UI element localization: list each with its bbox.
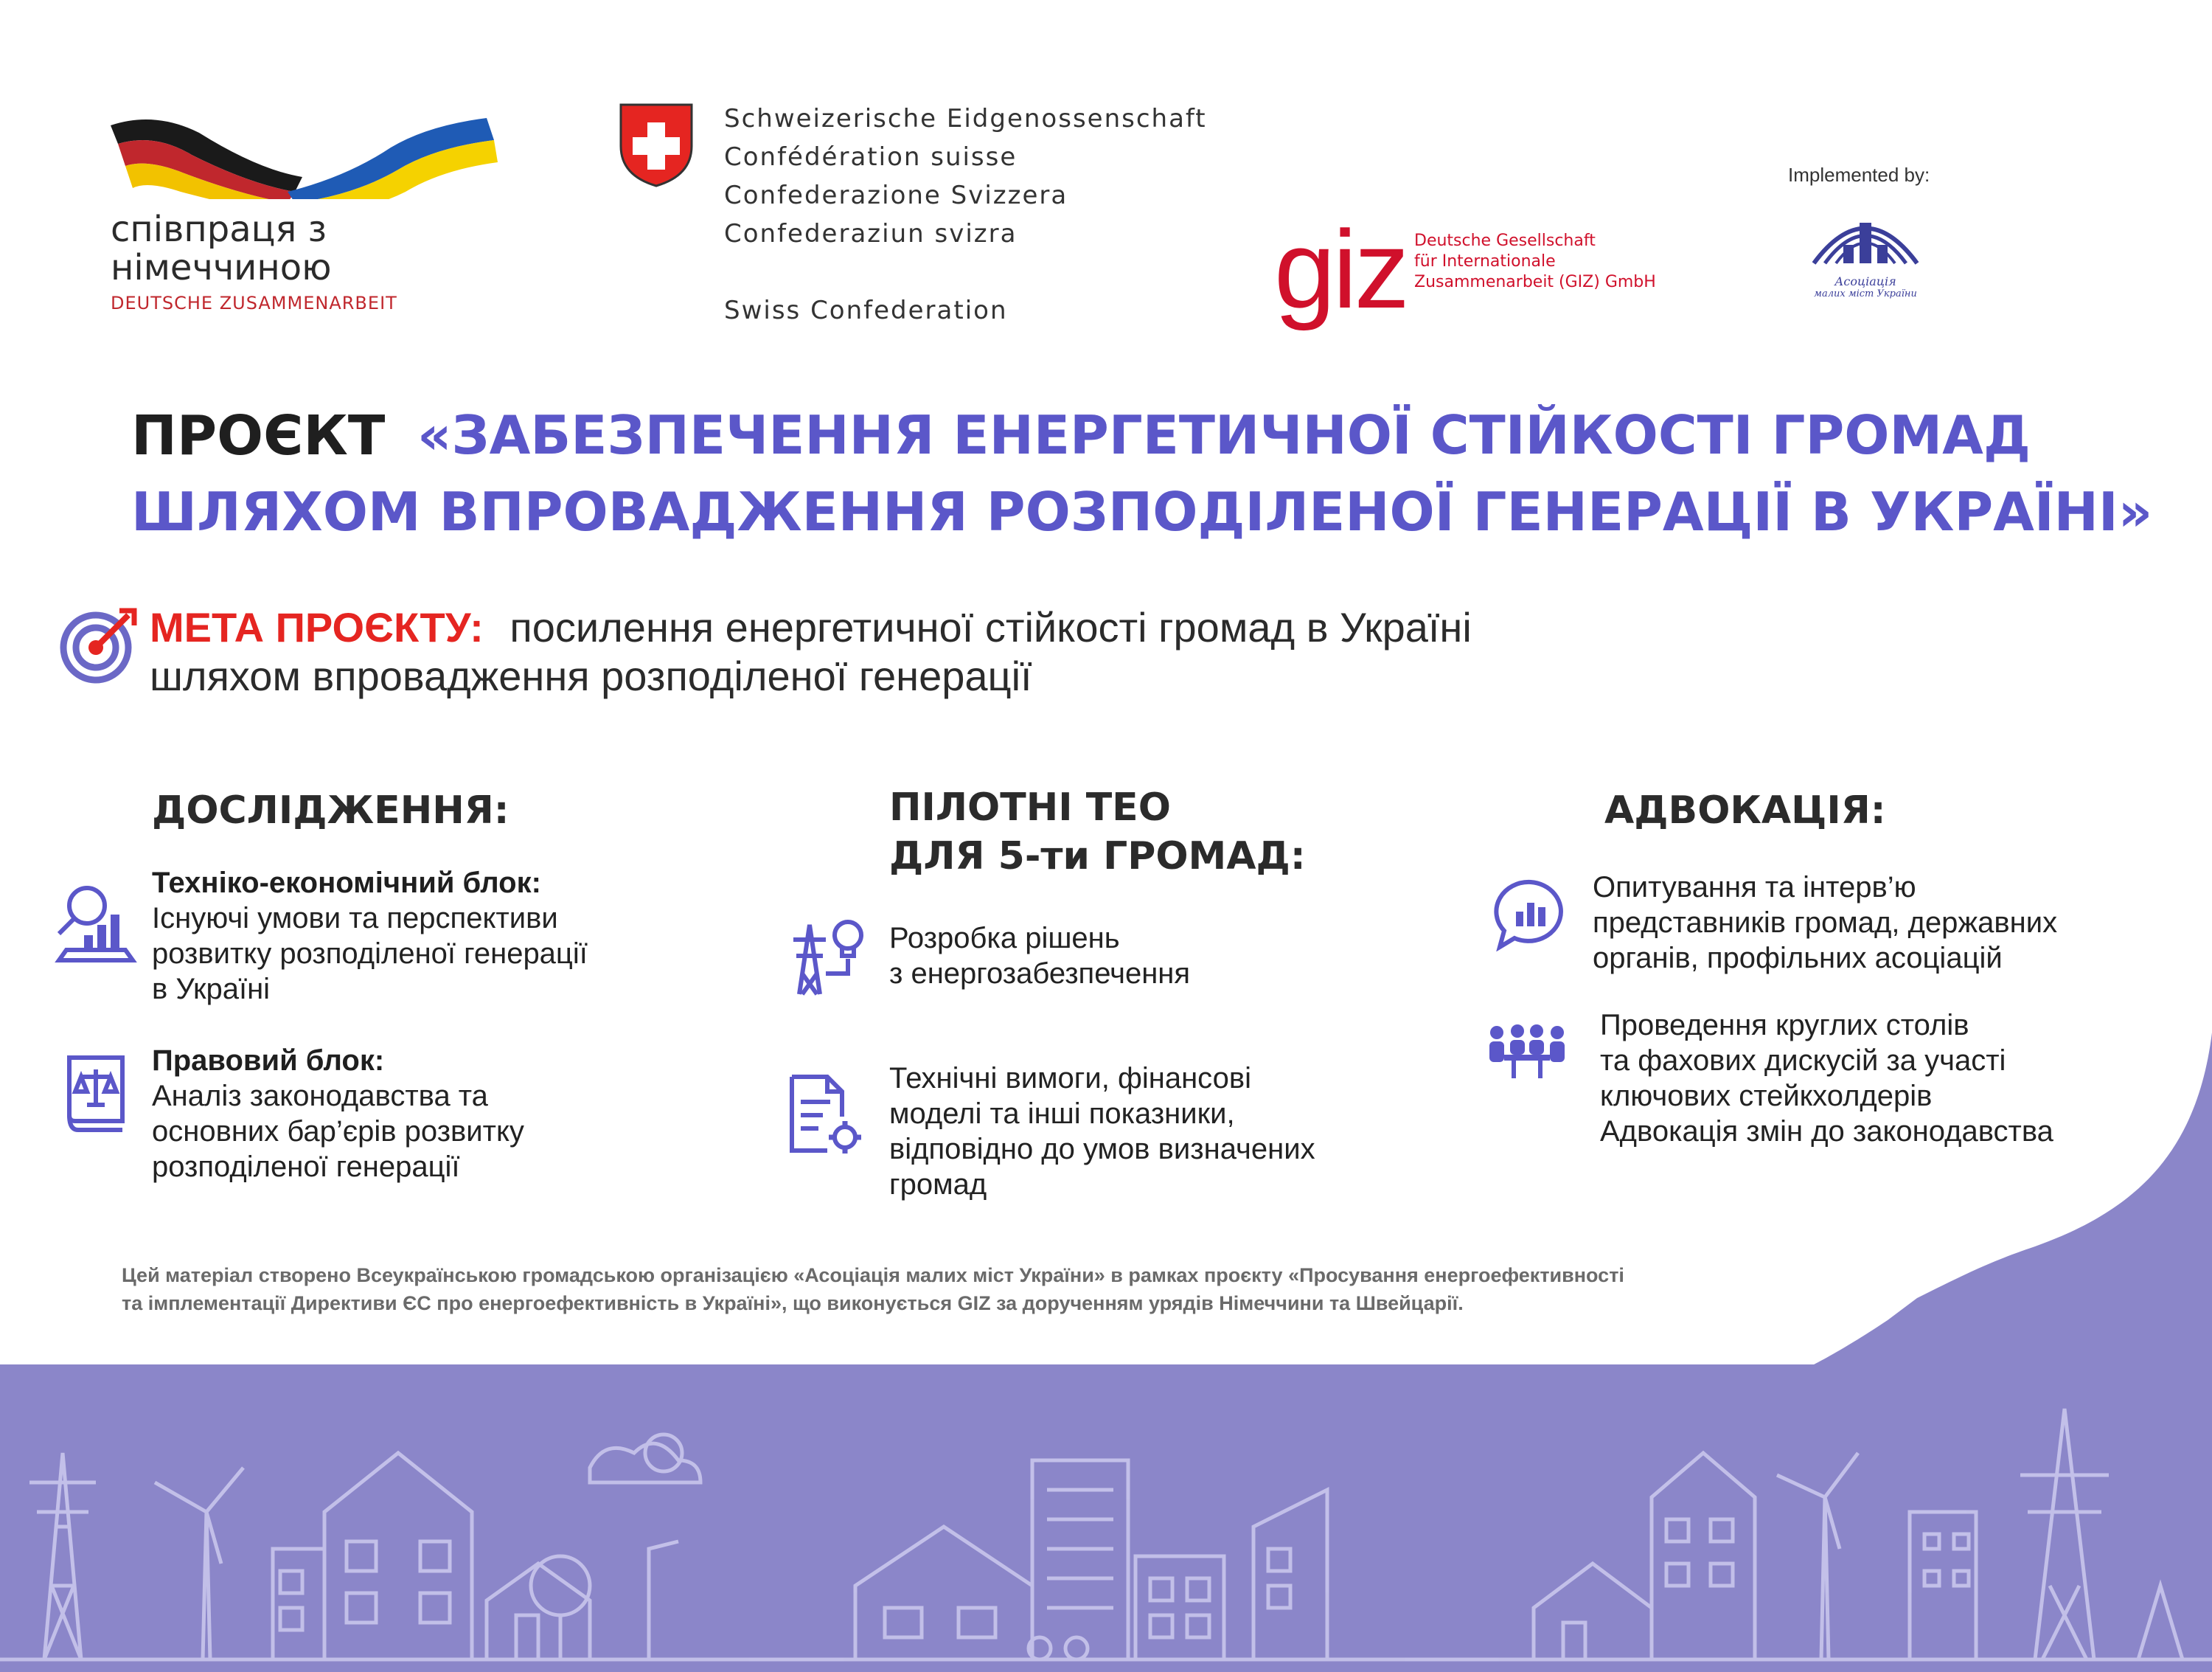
pine-tree-icon	[2138, 1586, 2183, 1659]
advocacy-item-2	[1600, 1007, 2053, 1149]
advocacy-item-1	[1593, 870, 2057, 976]
advocacy-item-2-line1: Проведення круглих столів	[1600, 1009, 1969, 1041]
building-2-icon	[1135, 1556, 1224, 1659]
german-logo-line1: співпраця з	[111, 209, 327, 250]
street-lamp-icon	[649, 1541, 678, 1659]
pilot-heading-line1: ПІЛОТНІ ТЕО	[889, 785, 1171, 830]
research-item-1-title: Техніко-економічний блок:	[152, 867, 541, 899]
swiss-confederation-logo	[724, 100, 1207, 330]
target-icon	[58, 605, 139, 686]
pilot-heading-line2: ДЛЯ 5-ти ГРОМАД:	[889, 834, 1306, 878]
pilot-item-1-line2: з енергозабезпечення	[889, 957, 1191, 990]
swiss-line-4: Confederaziun svizra	[724, 219, 1018, 249]
footnote-line2: та імплементації Директиви ЄС про енергоефективність в Україні», що виконується GIZ за дорученням урядів Німеччини та Швейцарії.	[122, 1292, 1464, 1314]
law-book-icon	[63, 1053, 127, 1134]
pilot-item-2-line4: громад	[889, 1168, 987, 1201]
goal-line1	[150, 603, 1472, 651]
pilot-heading	[889, 783, 1306, 881]
advocacy-item-2-line2: та фахових дискусій за участі	[1600, 1044, 2006, 1077]
pilot-item-2	[889, 1061, 1315, 1202]
house-solar-icon	[855, 1527, 1032, 1659]
pilot-item-2-line3: відповідно до умов визначених	[889, 1133, 1315, 1165]
giz-line-2: für Internationale	[1414, 252, 1556, 271]
house-tall-right-icon	[1652, 1453, 1755, 1659]
footnote-line1: Цей матеріал створено Всеукраїнською громадською організацією «Асоціація малих міст України» в рамках проєкту «Просування енергоефективності	[122, 1264, 1624, 1286]
pilot-item-1-line1: Розробка рішень	[889, 922, 1120, 954]
association-line2: малих міст України	[1814, 288, 1917, 299]
chat-chart-icon	[1492, 878, 1569, 951]
apartment-icon	[1032, 1460, 1128, 1659]
goal-label: МЕТА ПРОЄКТУ:	[150, 604, 484, 651]
advocacy-item-1-line2: представників громад, державних	[1593, 906, 2058, 939]
power-tower-right-icon	[2020, 1409, 2109, 1659]
goal-text-line1: посилення енергетичної стійкості громад в Україні	[509, 604, 1472, 651]
advocacy-item-1-line3: органів, профільних асоціацій	[1593, 942, 2003, 974]
goal-text-line2: шляхом впровадження розподіленої генерації	[150, 653, 1032, 699]
advocacy-item-2-line3: ключових стейкхолдерів	[1600, 1080, 1933, 1112]
implemented-by-label: Implemented by:	[1788, 164, 1930, 186]
pilot-item-1	[889, 920, 1190, 991]
research-item-1-line1: Існуючі умови та перспективи	[152, 902, 558, 934]
building-icon	[273, 1549, 324, 1659]
research-item-2	[152, 1043, 524, 1184]
german-cooperation-logo	[111, 111, 509, 313]
association-line1: Асоціація	[1834, 274, 1896, 288]
research-item-2-line2: основних бар’єрів розвитку	[152, 1115, 524, 1148]
document-gear-icon	[786, 1072, 863, 1155]
city-skyline-illustration	[0, 1364, 2212, 1672]
association-arch-icon	[1806, 201, 1924, 271]
pilot-item-2-line2: моделі та інші показники,	[889, 1097, 1235, 1130]
house-tall-icon	[324, 1453, 472, 1659]
advocacy-item-1-line1: Опитування та інтерв’ю	[1593, 871, 1916, 903]
swiss-flag-icon	[618, 102, 695, 192]
german-ukraine-ribbon-icon	[111, 111, 509, 199]
wind-turbine-right-icon	[1777, 1453, 1858, 1659]
title-line1: «ЗАБЕЗПЕЧЕННЯ ЕНЕРГЕТИЧНОЇ СТІЙКОСТІ ГРОМАД	[417, 404, 2031, 466]
swiss-line-2: Confédération suisse	[724, 142, 1018, 172]
swiss-line-1: Schweizerische Eidgenossenschaft	[724, 104, 1207, 133]
research-item-2-line3: розподіленої генерації	[152, 1151, 460, 1183]
german-logo-subtitle: DEUTSCHE ZUSAMMENARBEIT	[111, 293, 397, 313]
round-table-icon	[1484, 1022, 1571, 1081]
apartment-right-icon	[1910, 1512, 1976, 1659]
research-item-1-line3: в Україні	[152, 973, 271, 1005]
giz-letters: giz	[1274, 207, 1407, 331]
building-3-icon	[1253, 1490, 1327, 1659]
power-tower-bulb-icon	[786, 915, 866, 997]
power-tower-left-icon	[29, 1453, 96, 1659]
research-item-1-line2: розвитку розподіленої генерації	[152, 937, 588, 970]
giz-line-1: Deutsche Gesellschaft	[1414, 232, 1596, 250]
title-prefix: ПРОЄКТ	[131, 404, 386, 468]
sun-icon	[645, 1435, 682, 1471]
swiss-english: Swiss Confederation	[724, 296, 1008, 325]
chart-magnifier-icon	[55, 879, 137, 966]
footnote	[122, 1261, 1624, 1317]
house-right-icon	[1534, 1564, 1652, 1659]
research-item-1	[152, 865, 588, 1007]
title-line2: ШЛЯХОМ ВПРОВАДЖЕННЯ РОЗПОДІЛЕНОЇ ГЕНЕРАЦІЇ В УКРАЇНІ»	[131, 481, 2153, 543]
advocacy-item-2-line4: Адвокація змін до законодавства	[1600, 1115, 2053, 1148]
association-logo	[1806, 201, 1924, 299]
german-logo-line2: німеччиною	[111, 247, 332, 288]
research-item-2-line1: Аналіз законодавства та	[152, 1080, 488, 1112]
research-heading: ДОСЛІДЖЕННЯ:	[152, 788, 509, 833]
giz-name	[1414, 231, 1680, 293]
wind-turbine-icon	[155, 1468, 243, 1659]
swiss-line-3: Confederazione Svizzera	[724, 181, 1068, 210]
research-item-2-title: Правовий блок:	[152, 1044, 385, 1077]
pilot-item-2-line1: Технічні вимоги, фінансові	[889, 1062, 1252, 1095]
advocacy-heading: АДВОКАЦІЯ:	[1604, 788, 1886, 833]
giz-line-3: Zusammenarbeit (GIZ) GmbH	[1414, 273, 1656, 291]
